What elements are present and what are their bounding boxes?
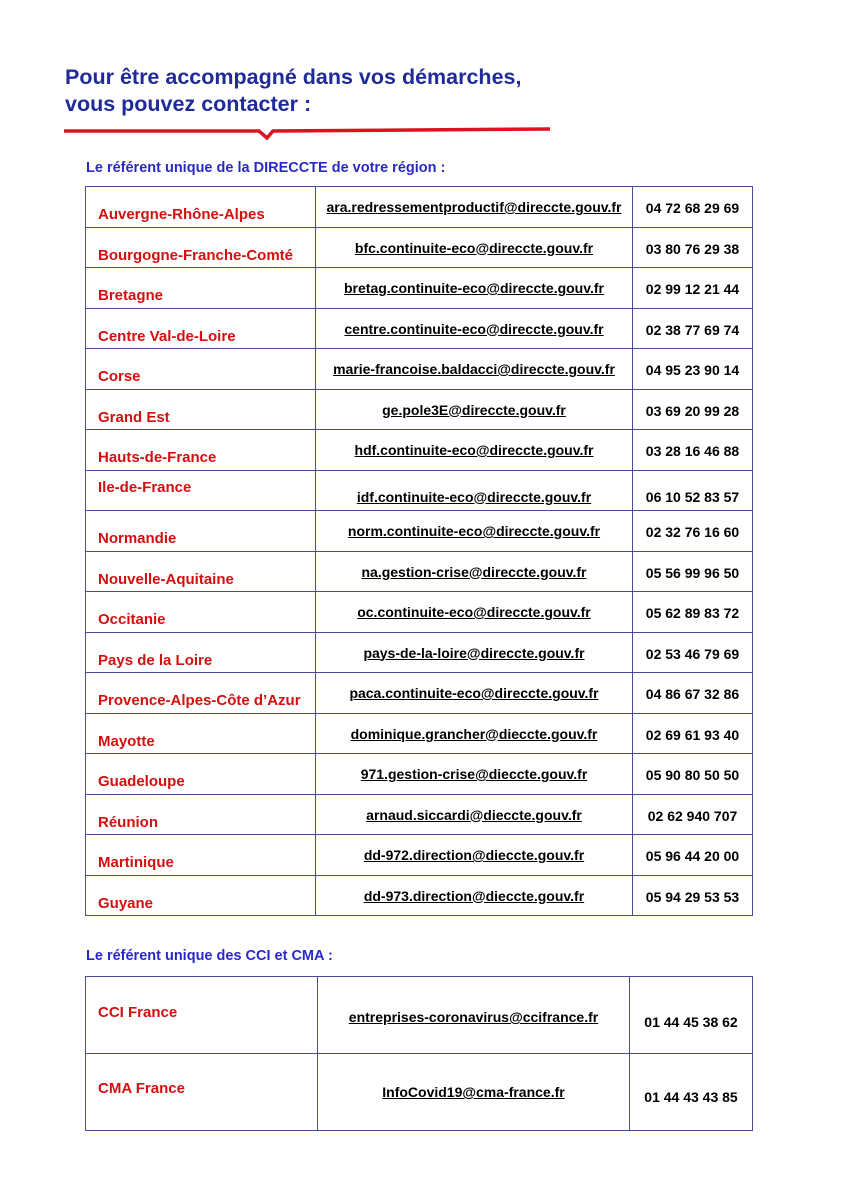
email-link[interactable]: arnaud.siccardi@dieccte.gouv.fr xyxy=(366,806,582,823)
phone-number: 03 69 20 99 28 xyxy=(633,389,753,430)
region-name: Martinique xyxy=(86,835,316,876)
table-row xyxy=(86,227,753,268)
phone-number: 05 62 89 83 72 xyxy=(633,592,753,633)
table-row xyxy=(86,308,753,349)
table-row xyxy=(86,835,753,876)
table-row xyxy=(86,713,753,754)
phone-number: 04 95 23 90 14 xyxy=(633,349,753,390)
region-name: Nouvelle-Aquitaine xyxy=(86,551,316,592)
organization-name: CMA France xyxy=(86,1054,318,1131)
phone-number: 05 90 80 50 50 xyxy=(633,754,753,795)
region-name: Normandie xyxy=(86,511,316,552)
region-name: Centre Val-de-Loire xyxy=(86,308,316,349)
table-row xyxy=(86,592,753,633)
email-link[interactable]: na.gestion-crise@direccte.gouv.fr xyxy=(361,563,587,580)
region-name: Corse xyxy=(86,349,316,390)
email-link[interactable]: pays-de-la-loire@direccte.gouv.fr xyxy=(363,644,585,661)
email-link[interactable]: centre.continuite-eco@direccte.gouv.fr xyxy=(344,320,604,337)
email-link[interactable]: bfc.continuite-eco@direccte.gouv.fr xyxy=(354,239,594,256)
directcte-section-label: Le référent unique de la DIRECCTE de votre région : xyxy=(86,160,446,176)
email-link[interactable]: oc.continuite-eco@direccte.gouv.fr xyxy=(357,604,591,620)
phone-number: 02 99 12 21 44 xyxy=(633,268,753,309)
table-row xyxy=(86,349,753,390)
phone-number: 03 80 76 29 38 xyxy=(633,227,753,268)
region-name: Auvergne-Rhône-Alpes xyxy=(86,187,316,228)
email-link[interactable]: ge.pole3E@direccte.gouv.fr xyxy=(382,401,566,418)
page-title xyxy=(65,64,521,118)
email-link[interactable]: marie-francoise.baldacci@direccte.gouv.fr xyxy=(333,361,615,377)
table-row xyxy=(86,977,753,1054)
email-link[interactable]: 971.gestion-crise@dieccte.gouv.fr xyxy=(360,766,588,782)
email-link[interactable]: InfoCovid19@cma-france.fr xyxy=(382,1084,565,1100)
region-name: Pays de la Loire xyxy=(86,632,316,673)
table-row xyxy=(86,632,753,673)
table-row xyxy=(86,470,753,511)
email-link[interactable]: dominique.grancher@dieccte.gouv.fr xyxy=(350,725,598,742)
phone-number: 05 94 29 53 53 xyxy=(633,875,753,916)
table-row xyxy=(86,187,753,228)
underline-stroke xyxy=(64,129,550,138)
organization-name: CCI France xyxy=(86,977,318,1054)
cci-cma-contact-table xyxy=(85,976,753,1131)
region-name: Occitanie xyxy=(86,592,316,633)
email-link[interactable]: bretag.continuite-eco@direccte.gouv.fr xyxy=(344,280,604,296)
region-name: Provence-Alpes-Côte d’Azur xyxy=(86,673,316,714)
table-row xyxy=(86,551,753,592)
phone-number: 05 96 44 20 00 xyxy=(633,835,753,876)
table-row xyxy=(86,673,753,714)
phone-number: 01 44 43 43 85 xyxy=(630,1054,753,1131)
region-name: Ile-de-France xyxy=(86,470,316,511)
region-name: Bretagne xyxy=(86,268,316,309)
phone-number: 06 10 52 83 57 xyxy=(633,470,753,511)
region-name: Hauts-de-France xyxy=(86,430,316,471)
table-row xyxy=(86,875,753,916)
table-row xyxy=(86,268,753,309)
speech-bubble-underline xyxy=(62,124,554,140)
table-row xyxy=(86,754,753,795)
table-row xyxy=(86,794,753,835)
phone-number: 03 28 16 46 88 xyxy=(633,430,753,471)
email-link[interactable]: dd-973.direction@dieccte.gouv.fr xyxy=(363,887,585,904)
email-link[interactable]: idf.continuite-eco@direccte.gouv.fr xyxy=(356,488,592,505)
table-row xyxy=(86,511,753,552)
phone-number: 01 44 45 38 62 xyxy=(630,977,753,1054)
phone-number: 02 69 61 93 40 xyxy=(633,713,753,754)
email-link[interactable]: norm.continuite-eco@direccte.gouv.fr xyxy=(347,523,601,539)
phone-number: 04 86 67 32 86 xyxy=(633,673,753,714)
email-link[interactable]: dd-972.direction@dieccte.gouv.fr xyxy=(363,847,585,863)
email-link[interactable]: paca.continuite-eco@direccte.gouv.fr xyxy=(349,685,599,701)
phone-number: 04 72 68 29 69 xyxy=(633,187,753,228)
region-name: Grand Est xyxy=(86,389,316,430)
table-row xyxy=(86,430,753,471)
phone-number: 02 38 77 69 74 xyxy=(633,308,753,349)
phone-number: 05 56 99 96 50 xyxy=(633,551,753,592)
cci-cma-section-label: Le référent unique des CCI et CMA : xyxy=(86,948,333,964)
email-link[interactable]: hdf.continuite-eco@direccte.gouv.fr xyxy=(354,442,594,458)
table-row xyxy=(86,389,753,430)
region-name: Réunion xyxy=(86,794,316,835)
phone-number: 02 62 940 707 xyxy=(633,794,753,835)
phone-number: 02 53 46 79 69 xyxy=(633,632,753,673)
table-row xyxy=(86,1054,753,1131)
region-name: Mayotte xyxy=(86,713,316,754)
region-name: Bourgogne-Franche-Comté xyxy=(86,227,316,268)
region-name: Guyane xyxy=(86,875,316,916)
page-title-line-2: vous pouvez contacter : xyxy=(65,92,312,116)
email-link[interactable]: entreprises-coronavirus@ccifrance.fr xyxy=(348,1009,599,1025)
email-link[interactable]: ara.redressementproductif@direccte.gouv.fr xyxy=(326,199,622,215)
region-name: Guadeloupe xyxy=(86,754,316,795)
phone-number: 02 32 76 16 60 xyxy=(633,511,753,552)
directcte-contact-table xyxy=(85,186,753,916)
page-title-line-1: Pour être accompagné dans vos démarches, xyxy=(65,65,522,89)
